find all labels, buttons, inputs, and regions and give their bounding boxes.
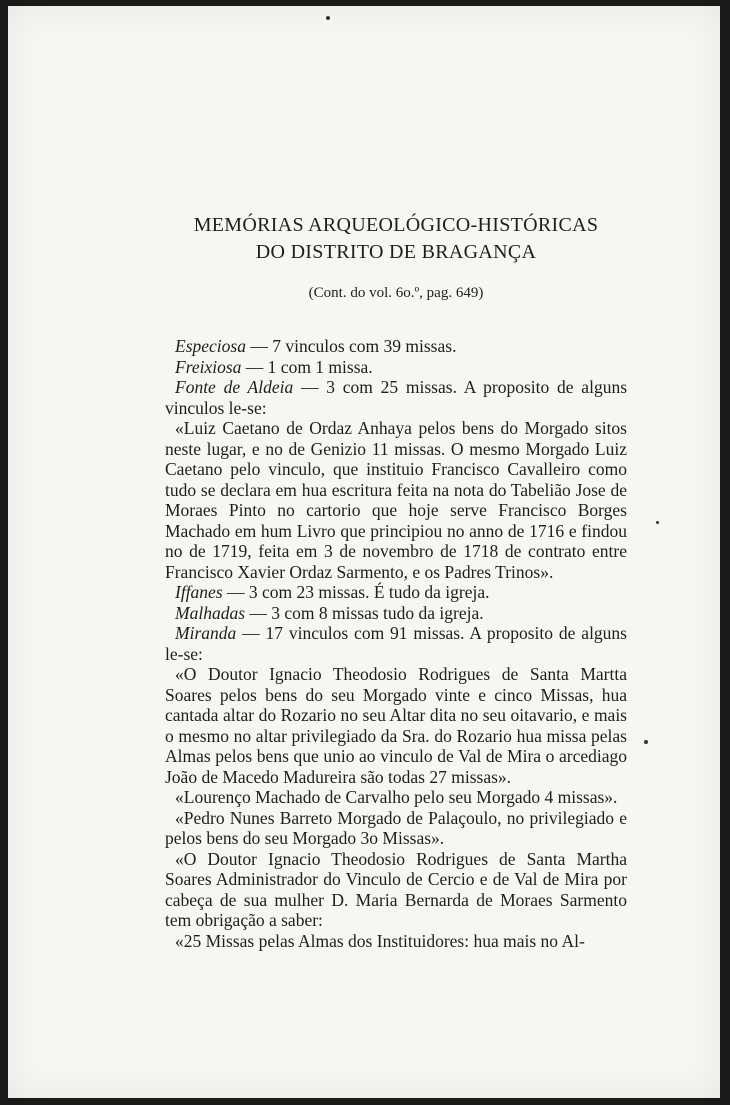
place-name: Fonte de Aldeia [175, 377, 294, 397]
article-title [165, 212, 627, 266]
entry-text: — 3 com 8 missas tudo da igreja. [245, 602, 484, 623]
quote-paragraph: «25 Missas pelas Almas dos Instituidores: hua mais no Al- [175, 930, 585, 951]
quote-paragraph: «O Doutor Ignacio Theodosio Rodrigues de Santa Martta Soares pelos bens do seu Morgado vinte e cinco Missas, hua cantada altar do Rozario no seu Altar dita no seu oitavario, e mais o mesmo no altar privilegiado da Sra. do Rozario hua missa pelas Almas pelos bens que unio ao vinculo de Val de Mira o arcediago João de Macedo Madureira são todas 27 missas». [165, 664, 627, 787]
entry-text: — 3 com 23 missas. É tudo da igreja. [222, 582, 490, 602]
place-name: Especiosa [175, 336, 246, 356]
entry-text: — 7 vinculos com 39 missas. [245, 336, 457, 356]
place-name: Freixiosa [175, 356, 242, 377]
continuation-citation: (Cont. do vol. 6o.º, pag. 649) [308, 285, 484, 301]
speck-mark [656, 521, 659, 524]
entry-fonte-de-aldeia [165, 377, 627, 418]
entry-malhadas [165, 603, 627, 624]
entry-miranda [165, 623, 627, 664]
article [165, 212, 627, 951]
entry-freixiosa [165, 357, 627, 378]
title-line-1: MEMÓRIAS ARQUEOLÓGICO-HISTÓRICAS [193, 214, 599, 236]
quote-paragraph: «Luiz Caetano de Ordaz Anhaya pelos bens do Morgado sitos neste lugar, e no de Genizio 11 missas. O mesmo Morgado Luiz Caetano pelo vinculo, que instituio Francisco Cavalleiro como tudo se declara em hua escritura feita na nota do Tabelião Jose de Moraes Pinto no cartorio que hoje serve Francisco Borges Machado em hum Livro que principiou no anno de 1716 e findou no de 1719, feita em 3 de novembro de 1718 de contrato entre Francisco Xavier Ordaz Sarmento, e os Padres Trinos». [165, 418, 627, 582]
speck-mark [644, 740, 648, 744]
quote-paragraph: «O Doutor Ignacio Theodosio Rodrigues de Santa Martha Soares Administrador do Vinculo de Cercio e de Val de Mira por cabeça de sua mulher D. Maria Bernarda de Moraes Sarmento tem obrigação a saber: [165, 848, 627, 930]
speck-mark [326, 16, 330, 20]
entry-especiosa [165, 336, 627, 357]
place-name: Miranda [175, 623, 237, 643]
title-line-2: DO DISTRITO DE BRAGANÇA [255, 241, 537, 263]
entry-text: — 1 com 1 missa. [241, 356, 373, 377]
entry-iffanes [165, 582, 627, 603]
place-name: Iffanes [175, 582, 223, 602]
quote-paragraph: «Lourenço Machado de Carvalho pelo seu Morgado 4 missas». [175, 787, 618, 807]
quote-paragraph: «Pedro Nunes Barreto Morgado de Palaçoulo, no privilegiado e pelos bens do seu Morgado 3o Missas». [165, 807, 627, 848]
place-name: Malhadas [175, 602, 245, 623]
entry-text: — 17 vinculos com 91 missas. A proposito de alguns le-se: [165, 623, 627, 664]
entry-text: — 3 com 25 missas. A proposito de alguns vinculos le-se: [165, 377, 627, 418]
